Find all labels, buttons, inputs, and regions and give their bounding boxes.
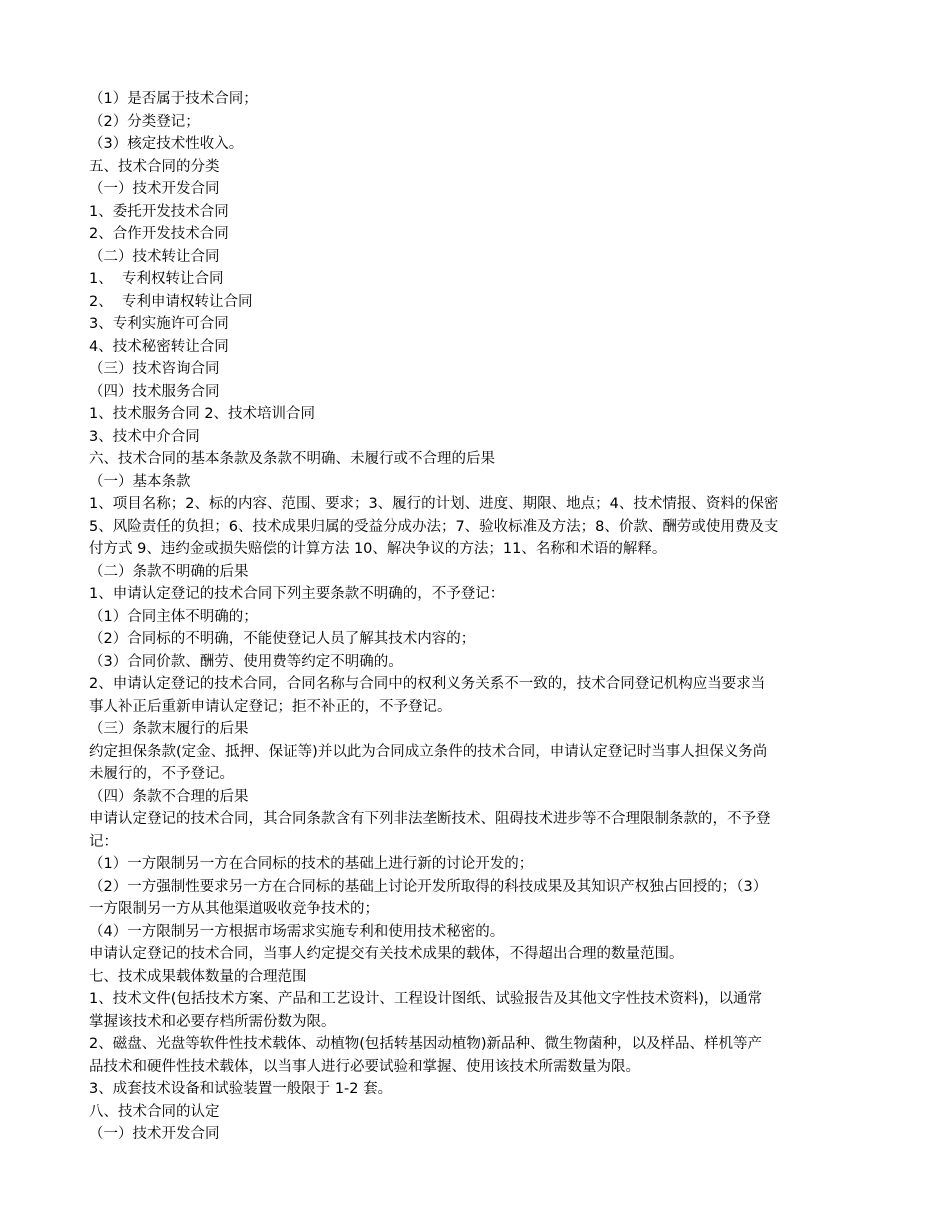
text-line: 1、项目名称；2、标的内容、范围、要求；3、履行的计划、进度、期限、地点；4、技术情报、资料的保密 — [89, 496, 779, 512]
text-line: 1、技术文件(包括技术方案、产品和工艺设计、工程设计图纸、试验报告及其他文字性技术资料)，以通常 — [89, 991, 763, 1007]
text-line: （三）技术咨询合同 — [89, 361, 220, 377]
text-line: （1）一方限制另一方在合同标的技术的基础上进行新的讨论开发的； — [89, 856, 534, 872]
text-line: 2、合作开发技术合同 — [89, 226, 229, 242]
text-line: 约定担保条款(定金、抵押、保证等)并以此为合同成立条件的技术合同，申请认定登记时当事人担保义务尚 — [89, 743, 768, 760]
text-line: 记： — [89, 833, 118, 850]
text-line: 一方限制另一方从其他渠道吸收竞争技术的； — [89, 901, 379, 917]
text-line: （2）一方强制性要求另一方在合同标的基础上讨论开发所取得的科技成果及其知识产权独占回授的；（3） — [89, 878, 768, 895]
text-line: （一）技术开发合同 — [89, 1126, 220, 1142]
text-line: 3、技术中介合同 — [89, 428, 200, 445]
text-line: （1）合同主体不明确的； — [89, 608, 258, 625]
text-line: （二）技术转让合同 — [89, 248, 220, 265]
text-line: 2、磁盘、光盘等软件性技术载体、动植物(包括转基因动植物)新品种、微生物菌种，以及样品、样机等产 — [89, 1036, 763, 1052]
text-line: （4）一方限制另一方根据市场需求实施专利和使用技术秘密的。 — [89, 923, 505, 940]
text-line: （2）合同标的不明确，不能使登记人员了解其技术内容的； — [89, 631, 476, 647]
text-line: 掌握该技术和必要存档所需份数为限。 — [89, 1013, 336, 1030]
text-line: 七、技术成果载体数量的合理范围 — [89, 968, 307, 985]
text-line: 事人补正后重新申请认定登记；拒不补正的，不予登记。 — [89, 698, 452, 715]
text-line: 申请认定登记的技术合同，其合同条款含有下列非法垄断技术、阻碍技术进步等不合理限制条款的，不予登 — [89, 811, 771, 827]
text-line: （一）基本条款 — [89, 473, 191, 490]
text-line: 5、风险责任的负担；6、技术成果归属的受益分成办法；7、验收标准及方法；8、价款、酬劳或使用费及支 — [89, 518, 779, 535]
text-line: 未履行的，不予登记。 — [89, 766, 234, 782]
text-line: 六、技术合同的基本条款及条款不明确、未履行或不合理的后果 — [89, 451, 495, 467]
text-line: （3）核定技术性收入。 — [89, 136, 244, 152]
text-line: 1、申请认定登记的技术合同下列主要条款不明确的，不予登记： — [89, 586, 505, 602]
text-line: 1、 专利权转让合同 — [89, 271, 224, 287]
text-line: 八、技术合同的认定 — [89, 1103, 220, 1120]
text-line: （1）是否属于技术合同； — [89, 91, 258, 107]
text-line: 4、技术秘密转让合同 — [89, 338, 229, 355]
text-line: （四）技术服务合同 — [89, 383, 220, 400]
text-line: 2、申请认定登记的技术合同，合同名称与合同中的权利义务关系不一致的，技术合同登记机构应当要求当 — [89, 676, 766, 692]
text-line: （2）分类登记； — [89, 113, 200, 130]
text-line: （一）技术开发合同 — [89, 181, 220, 197]
text-line: 1、技术服务合同 2、技术培训合同 — [89, 406, 316, 422]
text-line: 3、成套技术设备和试验装置一般限于 1-2 套。 — [89, 1081, 393, 1097]
text-line: 五、技术合同的分类 — [89, 158, 220, 175]
text-line: （3）合同价款、酬劳、使用费等约定不明确的。 — [89, 653, 403, 670]
text-line: 申请认定登记的技术合同，当事人约定提交有关技术成果的载体，不得超出合理的数量范围。 — [89, 946, 684, 962]
text-line: 2、 专利申请权转让合同 — [89, 293, 253, 310]
text-line: 3、专利实施许可合同 — [89, 316, 229, 332]
text-line: （二）条款不明确的后果 — [89, 563, 249, 580]
text-line: 品技术和硬件性技术载体，以当事人进行必要试验和掌握、使用该技术所需数量为限。 — [89, 1058, 640, 1075]
text-line: （三）条款末履行的后果 — [89, 721, 249, 737]
text-line: 付方式 9、违约金或损失赔偿的计算方法 10、解决争议的方法；11、名称和术语的解释。 — [89, 541, 667, 557]
text-line: 1、委托开发技术合同 — [89, 203, 229, 220]
document-body — [89, 88, 864, 1146]
text-line: （四）条款不合理的后果 — [89, 788, 249, 805]
